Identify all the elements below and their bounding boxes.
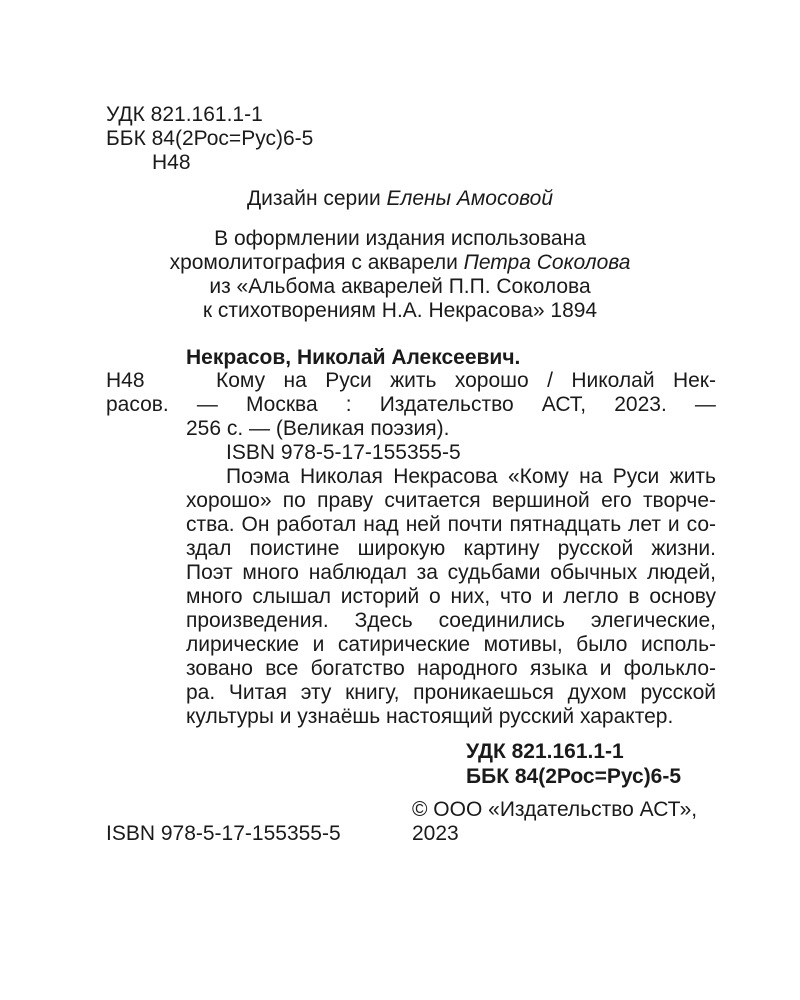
copyright-notice [412, 798, 697, 846]
footer-udk-code: УДК 821.161.1-1 [466, 740, 624, 763]
illustration-line-1: В оформлении издания использована [214, 227, 586, 250]
author-mark: Н48 [152, 151, 191, 174]
footer-bbk-code: ББК 84(2Рос=Рус)6-5 [466, 765, 682, 788]
description-line-2-word: — [196, 393, 218, 416]
description-line-1-word: / [547, 369, 553, 392]
copyright-line-1: © ООО «Издательство АСТ», [412, 798, 698, 821]
copyright-line-2: 2023 [412, 822, 459, 845]
series-designer-name: Елены Амосовой [386, 187, 554, 210]
annotation-line: Поэма Николая Некрасова «Кому на Руси жить [226, 465, 716, 488]
annotation-paragraph [186, 465, 716, 729]
description-line-1-word: жить [390, 369, 437, 392]
description-line-2-word: — [694, 393, 716, 416]
description-line-1 [186, 369, 716, 393]
illustration-line-2-prefix: хромолитография с акварели [169, 251, 464, 274]
illustration-artist-name: Петра Соколова [463, 251, 631, 274]
header-classification-codes [106, 103, 313, 175]
catalog-entry-author: Некрасов, Николай Алексеевич. [186, 346, 521, 369]
annotation-line: культуры и узнаёшь настоящий русский характер. [186, 705, 674, 728]
description-line-3: 256 с. — (Великая поэзия). [186, 417, 450, 440]
illustration-line-3: из «Альбома акварелей П.П. Соколова [209, 275, 591, 298]
annotation-line: Поэт много наблюдал за судьбами обычных людей, [186, 561, 716, 584]
annotation-line: зовано все богатство народного языка и фолькло- [186, 657, 716, 680]
annotation-line: здал поистине широкую картину русской жизни. [186, 537, 716, 560]
description-line-1-word: Руси [325, 369, 372, 392]
description-line-1-word: Нек- [672, 369, 716, 392]
catalog-entry-mark: Н48 [106, 369, 145, 392]
udk-code: УДК 821.161.1-1 [106, 103, 263, 126]
description-line-2-word: АСТ, [541, 393, 587, 416]
annotation-line: ства. Он работал над ней почти пятнадцать лет и со- [186, 513, 716, 536]
footer-classification-codes [466, 740, 681, 790]
description-line-2-word: : [345, 393, 352, 416]
description-line-2-word: 2023. [614, 393, 667, 416]
annotation-line: много слышал историй о них, что и легло в основу [186, 585, 716, 608]
illustration-credit [0, 227, 800, 323]
illustration-line-4: к стихотворениям Н.А. Некрасова» 1894 [202, 299, 598, 322]
description-line-2 [106, 393, 716, 417]
description-line-1-word: Николай [571, 369, 655, 392]
series-design-credit [0, 187, 800, 211]
description-line-2-word: расов. [106, 393, 169, 416]
description-line-1-word: хорошо [454, 369, 529, 392]
annotation-line: ра. Читая эту книгу, проникаешься духом русской [186, 681, 716, 704]
catalog-entry-isbn: ISBN 978-5-17-155355-5 [226, 441, 461, 464]
annotation-line: хорошо» по праву считается вершиной его творче- [186, 489, 716, 512]
design-credit-prefix: Дизайн серии [246, 187, 387, 210]
bbk-code: ББК 84(2Рос=Рус)6-5 [106, 127, 314, 150]
description-line-2-word: Издательство [379, 393, 514, 416]
description-line-1-word: на [283, 369, 307, 392]
description-line-2-word: Москва [245, 393, 318, 416]
description-line-1-word: Кому [216, 369, 266, 392]
annotation-line: произведения. Здесь соединились элегические, [186, 609, 716, 632]
footer-isbn: ISBN 978-5-17-155355-5 [106, 822, 341, 845]
illustration-line-2 [0, 251, 800, 275]
annotation-line: лирические и сатирические мотивы, было исполь- [186, 633, 716, 656]
